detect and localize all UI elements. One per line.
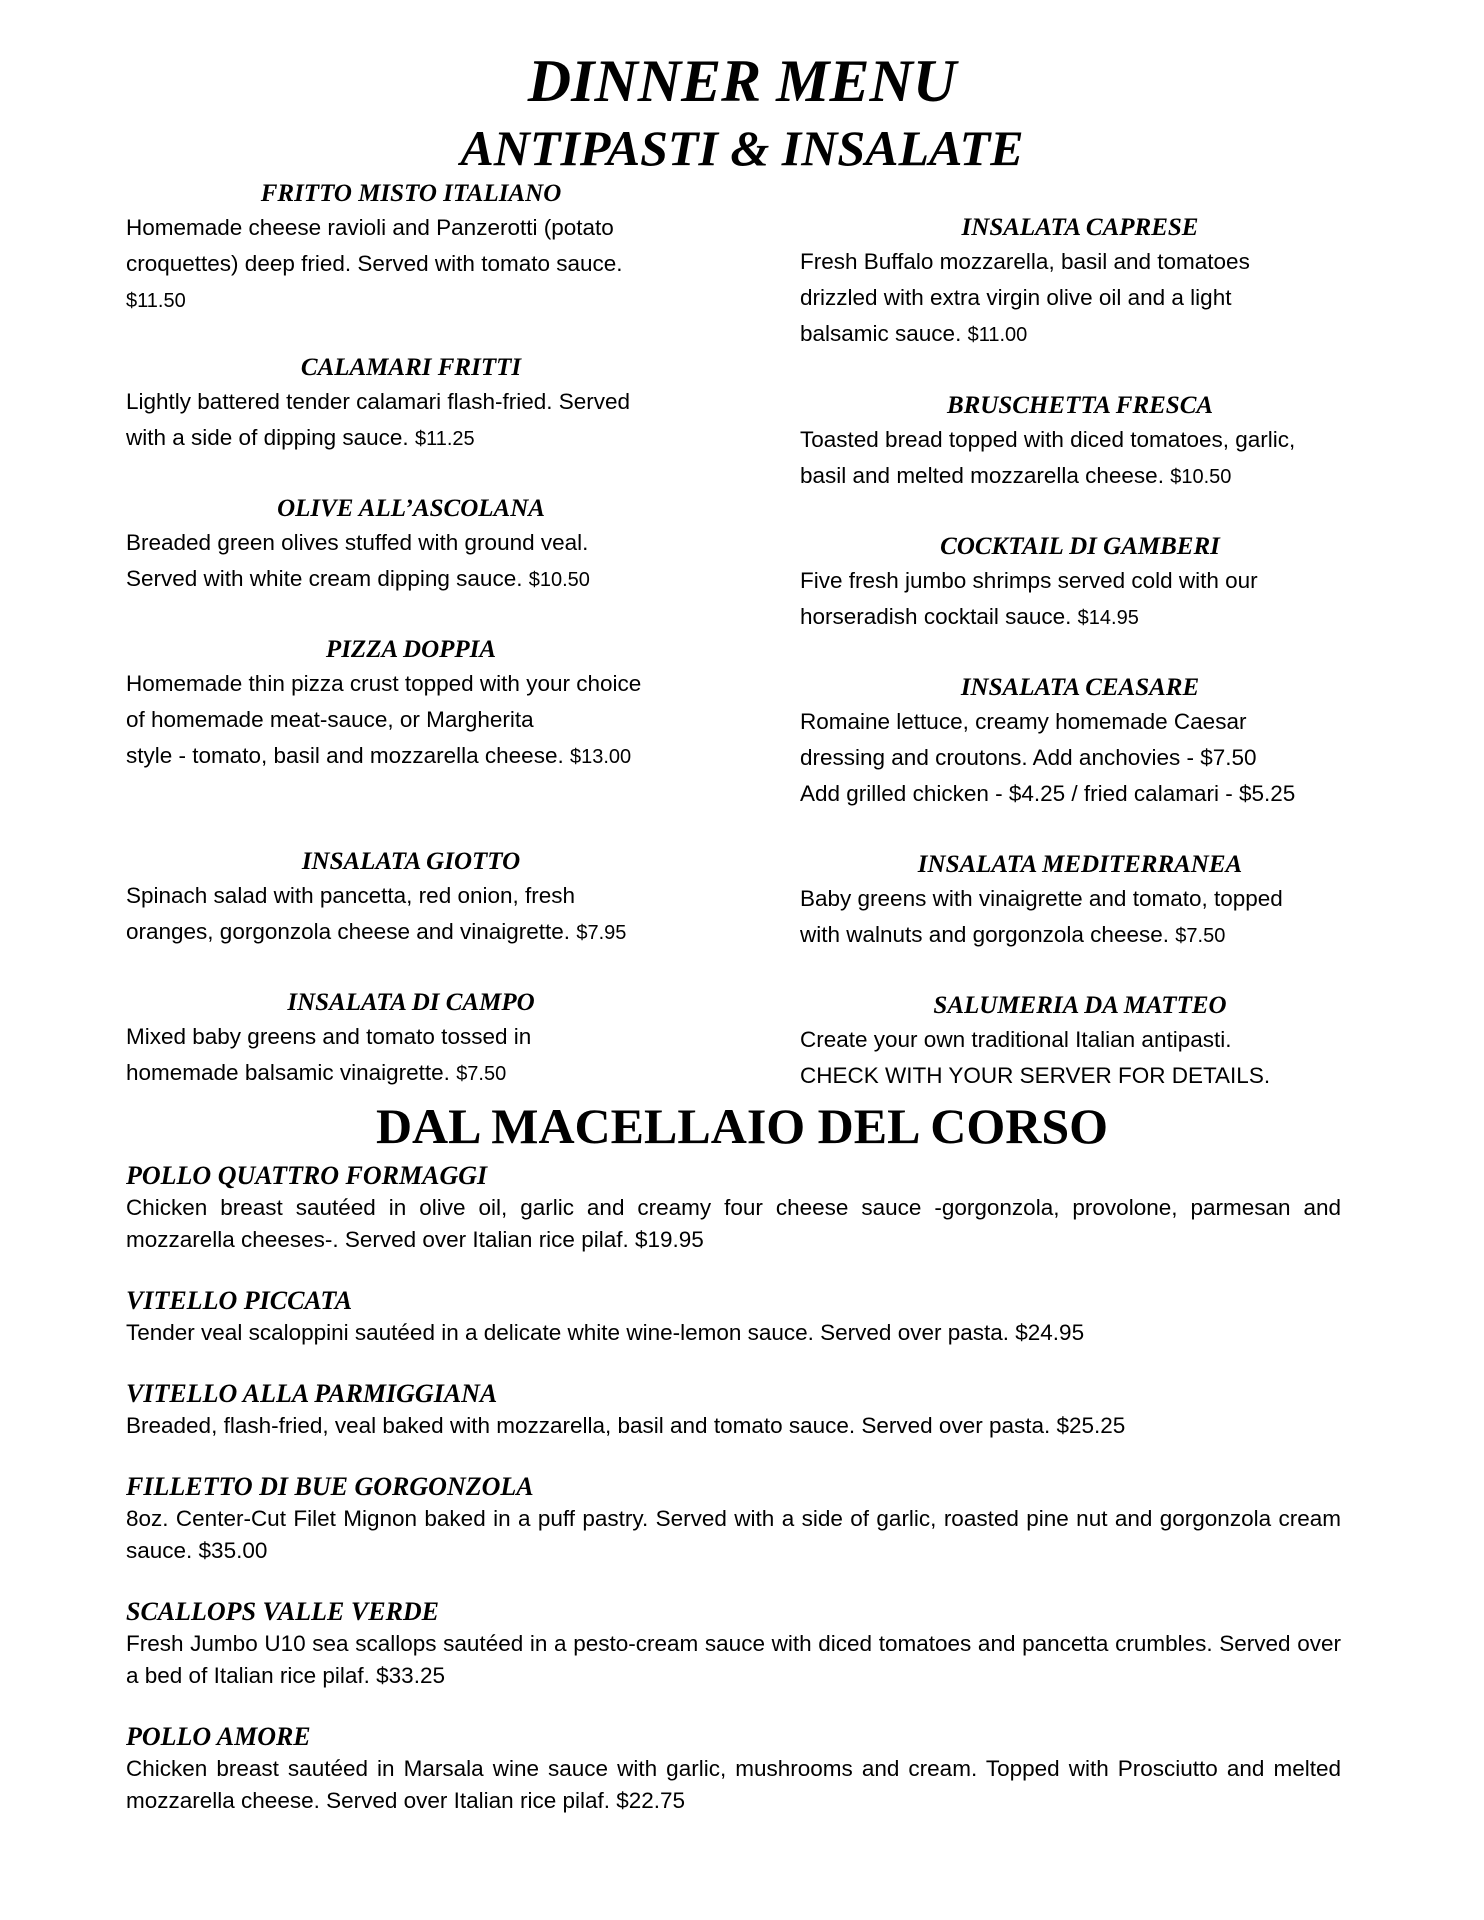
item-description: Create your own traditional Italian antipasti. CHECK WITH YOUR SERVER FOR DETAILS. [800, 1027, 1271, 1088]
item-name: SCALLOPS VALLE VERDE [126, 1597, 440, 1626]
menu-item [126, 352, 706, 457]
item-description: Romaine lettuce, creamy homemade Caesar dressing and croutons. Add anchovies - $7.50 Add grilled chicken - $4.25 / fried calamari - $5.25 [800, 709, 1296, 806]
item-price: $11.00 [967, 324, 1028, 346]
item-description: Mixed baby greens and tomato tossed in homemade balsamic vinaigrette. $7.50 [126, 1024, 532, 1085]
menu-item [126, 987, 706, 1092]
item-price: $11.50 [126, 290, 186, 312]
item-description: Lightly battered tender calamari flash-fried. Served with a side of dipping sauce. $11.25 [126, 389, 631, 450]
item-price: $10.50 [1170, 466, 1232, 488]
item-description: Breaded, flash-fried, veal baked with mozzarella, basil and tomato sauce. Served over pasta. $25.25 [126, 1413, 1126, 1438]
item-name: SALUMERIA DA MATTEO [933, 992, 1227, 1019]
item-description: 8oz. Center-Cut Filet Mignon baked in a puff pastry. Served with a side of garlic, roasted pine nut and gorgonzola cream sauce. $35.00 [126, 1506, 1341, 1563]
menu-item [126, 846, 706, 951]
item-name: POLLO AMORE [126, 1722, 311, 1751]
menu-item [126, 178, 706, 319]
item-description: Chicken breast sautéed in olive oil, garlic and creamy four cheese sauce -gorgonzola, provolone, parmesan and mozzarella cheeses-. Served over Italian rice pilaf. $19.95 [126, 1195, 1341, 1252]
menu-item [126, 1160, 1341, 1256]
item-description: Fresh Jumbo U10 sea scallops sautéed in a pesto-cream sauce with diced tomatoes and pancetta crumbles. Served over a bed of Italian rice pilaf. $33.25 [126, 1631, 1341, 1688]
item-name: COCKTAIL DI GAMBERI [940, 533, 1220, 560]
item-description: Breaded green olives stuffed with ground veal. Served with white cream dipping sauce. $10.50 [126, 530, 590, 591]
menu-item [800, 390, 1380, 495]
menu-item [126, 1596, 1341, 1692]
item-description: Homemade cheese ravioli and Panzerotti (potato croquettes) deep fried. Served with tomato sauce. $11.50 [126, 215, 623, 312]
item-name: FILLETTO DI BUE GORGONZOLA [126, 1472, 534, 1501]
item-description: Chicken breast sautéed in Marsala wine sauce with garlic, mushrooms and cream. Topped with Prosciutto and melted mozzarella cheese. Served over Italian rice pilaf. $22.75 [126, 1756, 1341, 1813]
page-title: DINNER MENU [527, 48, 957, 114]
menu-item [126, 634, 706, 775]
menu-item [800, 531, 1380, 636]
item-name: BRUSCHETTA FRESCA [946, 392, 1214, 419]
item-description: Baby greens with vinaigrette and tomato, topped with walnuts and gorgonzola cheese. $7.50 [800, 886, 1283, 947]
item-name: INSALATA CAPRESE [961, 214, 1199, 241]
item-name: INSALATA DI CAMPO [287, 989, 535, 1016]
menu-item [126, 1378, 1341, 1442]
item-description: Spinach salad with pancetta, red onion, fresh oranges, gorgonzola cheese and vinaigrette. $7.95 [126, 883, 627, 944]
menu-item [126, 493, 706, 598]
item-description: Tender veal scaloppini sautéed in a delicate white wine-lemon sauce. Served over pasta. $24.95 [126, 1320, 1085, 1345]
menu-item [800, 849, 1380, 954]
item-price: $13.00 [569, 746, 632, 768]
macellaio-heading: DAL MACELLAIO DEL CORSO [375, 1098, 1109, 1154]
menu-item [800, 672, 1380, 812]
item-name: FRITTO MISTO ITALIANO [260, 180, 562, 207]
item-name: VITELLO PICCATA [126, 1286, 353, 1315]
item-price: $7.95 [576, 922, 627, 944]
item-description: Homemade thin pizza crust topped with your choice of homemade meat-sauce, or Margherita style - tomato, basil and mozzarella cheese. $13.00 [126, 671, 642, 768]
antipasti-heading: ANTIPASTI & INSALATE [460, 120, 1024, 176]
item-name: POLLO QUATTRO FORMAGGI [126, 1161, 488, 1190]
menu-item [126, 1285, 1341, 1349]
item-name: VITELLO ALLA PARMIGGIANA [126, 1379, 498, 1408]
item-name: PIZZA DOPPIA [325, 636, 497, 663]
menu-item [800, 990, 1380, 1094]
item-price: $11.25 [414, 428, 475, 450]
item-name: OLIVE ALL’ASCOLANA [277, 495, 545, 522]
item-name: INSALATA CEASARE [960, 674, 1200, 701]
item-price: $7.50 [1175, 925, 1226, 947]
item-name: INSALATA GIOTTO [301, 848, 521, 875]
item-price: $14.95 [1077, 607, 1139, 629]
menu-item [126, 1471, 1341, 1567]
menu-item [800, 212, 1380, 353]
item-description: Fresh Buffalo mozzarella, basil and tomatoes drizzled with extra virgin olive oil and a light balsamic sauce. $11.00 [800, 249, 1250, 346]
item-name: INSALATA MEDITERRANEA [917, 851, 1243, 878]
item-name: CALAMARI FRITTI [300, 354, 522, 381]
item-description: Five fresh jumbo shrimps served cold with our horseradish cocktail sauce. $14.95 [800, 568, 1258, 629]
menu-item [126, 1721, 1341, 1817]
item-price: $10.50 [528, 569, 590, 591]
item-description: Toasted bread topped with diced tomatoes, garlic, basil and melted mozzarella cheese. $10.50 [800, 427, 1296, 488]
item-price: $7.50 [456, 1063, 507, 1085]
